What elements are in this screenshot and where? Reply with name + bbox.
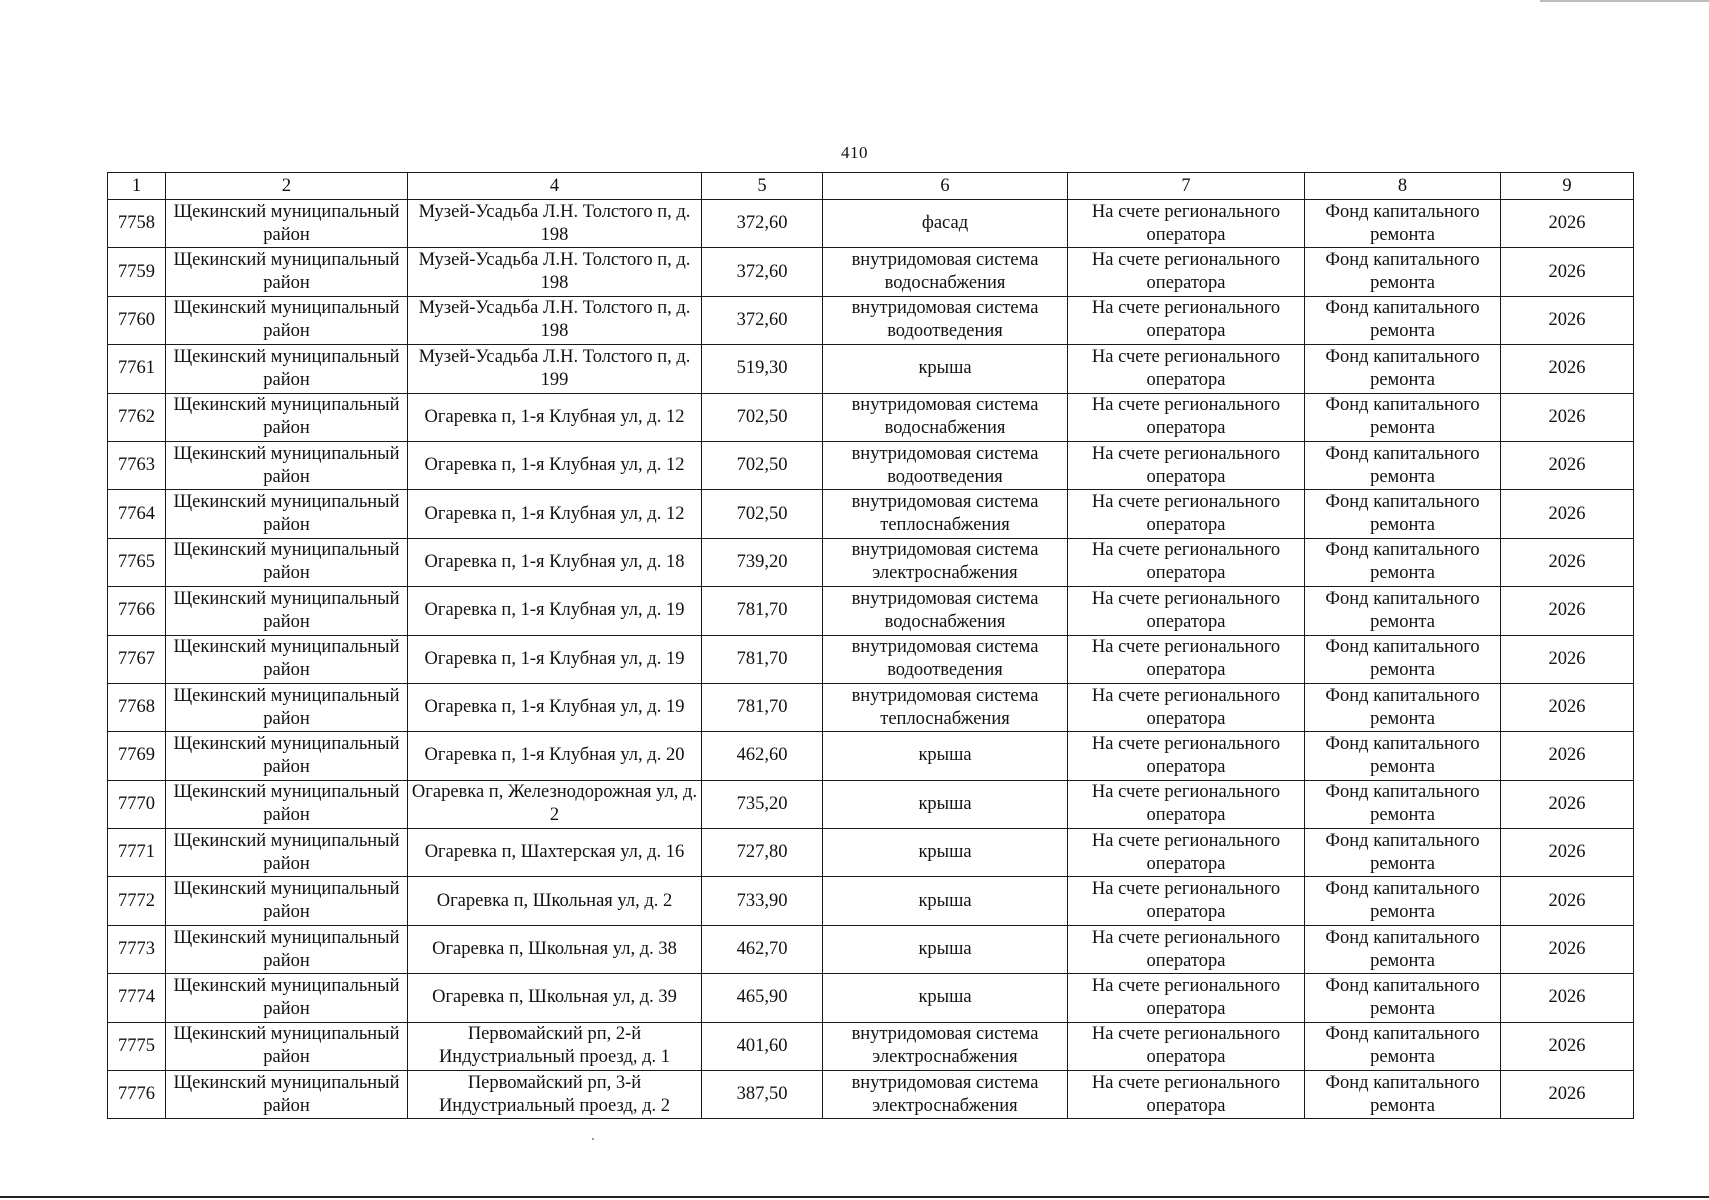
area-cell: 401,60 (702, 1022, 823, 1070)
funding-source-cell: Фонд капитального ремонта (1305, 1071, 1501, 1119)
address-cell: Музей-Усадьба Л.Н. Толстого п, д. 198 (408, 248, 702, 296)
funding-source-cell: Фонд капитального ремонта (1305, 925, 1501, 973)
header-col-9: 9 (1501, 173, 1634, 200)
district-cell: Щекинский муниципальный район (166, 490, 408, 538)
bottom-edge-line (0, 1196, 1709, 1198)
area-cell: 781,70 (702, 587, 823, 635)
page-number: 410 (841, 143, 868, 162)
work-type-cell: внутридомовая система водоотведения (823, 441, 1068, 489)
funding-source-cell: Фонд капитального ремонта (1305, 974, 1501, 1022)
address-cell: Огаревка п, Школьная ул, д. 38 (408, 925, 702, 973)
work-type-cell: внутридомовая система электроснабжения (823, 1071, 1068, 1119)
work-type-cell: внутридомовая система электроснабжения (823, 1022, 1068, 1070)
work-type-cell: крыша (823, 877, 1068, 925)
fund-account-cell: На счете регионального оператора (1068, 732, 1305, 780)
year-cell: 2026 (1501, 635, 1634, 683)
address-cell: Огаревка п, 1-я Клубная ул, д. 19 (408, 683, 702, 731)
district-cell: Щекинский муниципальный район (166, 1071, 408, 1119)
address-cell: Огаревка п, 1-я Клубная ул, д. 12 (408, 441, 702, 489)
area-cell: 727,80 (702, 829, 823, 877)
fund-account-cell: На счете регионального оператора (1068, 1071, 1305, 1119)
fund-account-cell: На счете регионального оператора (1068, 587, 1305, 635)
fund-account-cell: На счете регионального оператора (1068, 296, 1305, 344)
area-cell: 735,20 (702, 780, 823, 828)
year-cell: 2026 (1501, 248, 1634, 296)
district-cell: Щекинский муниципальный район (166, 393, 408, 441)
row-number-cell: 7758 (108, 200, 166, 248)
work-type-cell: внутридомовая система водоснабжения (823, 393, 1068, 441)
district-cell: Щекинский муниципальный район (166, 635, 408, 683)
header-col-8: 8 (1305, 173, 1501, 200)
address-cell: Музей-Усадьба Л.Н. Толстого п, д. 198 (408, 200, 702, 248)
district-cell: Щекинский муниципальный район (166, 877, 408, 925)
table-row (108, 925, 1634, 973)
funding-source-cell: Фонд капитального ремонта (1305, 490, 1501, 538)
area-cell: 372,60 (702, 200, 823, 248)
area-cell: 739,20 (702, 538, 823, 586)
work-type-cell: крыша (823, 974, 1068, 1022)
district-cell: Щекинский муниципальный район (166, 829, 408, 877)
row-number-cell: 7765 (108, 538, 166, 586)
table-row (108, 877, 1634, 925)
area-cell: 372,60 (702, 296, 823, 344)
fund-account-cell: На счете регионального оператора (1068, 345, 1305, 393)
area-cell: 781,70 (702, 683, 823, 731)
work-type-cell: внутридомовая система теплоснабжения (823, 490, 1068, 538)
table-row (108, 490, 1634, 538)
area-cell: 702,50 (702, 393, 823, 441)
funding-source-cell: Фонд капитального ремонта (1305, 683, 1501, 731)
year-cell: 2026 (1501, 490, 1634, 538)
address-cell: Первомайский рп, 2-й Индустриальный проезд, д. 1 (408, 1022, 702, 1070)
work-type-cell: внутридомовая система водоотведения (823, 635, 1068, 683)
year-cell: 2026 (1501, 538, 1634, 586)
fund-account-cell: На счете регионального оператора (1068, 974, 1305, 1022)
work-type-cell: фасад (823, 200, 1068, 248)
funding-source-cell: Фонд капитального ремонта (1305, 248, 1501, 296)
row-number-cell: 7766 (108, 587, 166, 635)
district-cell: Щекинский муниципальный район (166, 296, 408, 344)
district-cell: Щекинский муниципальный район (166, 248, 408, 296)
header-col-4: 4 (408, 173, 702, 200)
year-cell: 2026 (1501, 441, 1634, 489)
district-cell: Щекинский муниципальный район (166, 683, 408, 731)
year-cell: 2026 (1501, 877, 1634, 925)
address-cell: Огаревка п, 1-я Клубная ул, д. 18 (408, 538, 702, 586)
area-cell: 387,50 (702, 1071, 823, 1119)
table-row (108, 441, 1634, 489)
year-cell: 2026 (1501, 345, 1634, 393)
address-cell: Огаревка п, 1-я Клубная ул, д. 19 (408, 587, 702, 635)
row-number-cell: 7772 (108, 877, 166, 925)
year-cell: 2026 (1501, 732, 1634, 780)
area-cell: 462,70 (702, 925, 823, 973)
address-cell: Огаревка п, 1-я Клубная ул, д. 12 (408, 490, 702, 538)
funding-source-cell: Фонд капитального ремонта (1305, 829, 1501, 877)
year-cell: 2026 (1501, 1022, 1634, 1070)
year-cell: 2026 (1501, 780, 1634, 828)
table-row (108, 780, 1634, 828)
funding-source-cell: Фонд капитального ремонта (1305, 296, 1501, 344)
table-row (108, 635, 1634, 683)
year-cell: 2026 (1501, 683, 1634, 731)
row-number-cell: 7761 (108, 345, 166, 393)
district-cell: Щекинский муниципальный район (166, 441, 408, 489)
year-cell: 2026 (1501, 587, 1634, 635)
work-type-cell: крыша (823, 732, 1068, 780)
address-cell: Первомайский рп, 3-й Индустриальный проезд, д. 2 (408, 1071, 702, 1119)
funding-source-cell: Фонд капитального ремонта (1305, 877, 1501, 925)
repair-schedule-table (107, 172, 1634, 1119)
table-row (108, 296, 1634, 344)
fund-account-cell: На счете регионального оператора (1068, 538, 1305, 586)
fund-account-cell: На счете регионального оператора (1068, 490, 1305, 538)
address-cell: Огаревка п, 1-я Клубная ул, д. 19 (408, 635, 702, 683)
funding-source-cell: Фонд капитального ремонта (1305, 393, 1501, 441)
row-number-cell: 7759 (108, 248, 166, 296)
work-type-cell: крыша (823, 829, 1068, 877)
header-col-5: 5 (702, 173, 823, 200)
fund-account-cell: На счете регионального оператора (1068, 780, 1305, 828)
funding-source-cell: Фонд капитального ремонта (1305, 345, 1501, 393)
table-body (108, 200, 1634, 1119)
fund-account-cell: На счете регионального оператора (1068, 1022, 1305, 1070)
work-type-cell: внутридомовая система водоснабжения (823, 248, 1068, 296)
header-col-1: 1 (108, 173, 166, 200)
work-type-cell: внутридомовая система водоотведения (823, 296, 1068, 344)
table-row (108, 1022, 1634, 1070)
fund-account-cell: На счете регионального оператора (1068, 925, 1305, 973)
year-cell: 2026 (1501, 393, 1634, 441)
area-cell: 465,90 (702, 974, 823, 1022)
work-type-cell: крыша (823, 925, 1068, 973)
fund-account-cell: На счете регионального оператора (1068, 441, 1305, 489)
table-row (108, 732, 1634, 780)
row-number-cell: 7773 (108, 925, 166, 973)
fund-account-cell: На счете регионального оператора (1068, 393, 1305, 441)
table-header (108, 173, 1634, 200)
scan-speck (592, 1138, 594, 1140)
funding-source-cell: Фонд капитального ремонта (1305, 587, 1501, 635)
table-row (108, 200, 1634, 248)
area-cell: 372,60 (702, 248, 823, 296)
row-number-cell: 7767 (108, 635, 166, 683)
work-type-cell: внутридомовая система электроснабжения (823, 538, 1068, 586)
fund-account-cell: На счете регионального оператора (1068, 200, 1305, 248)
district-cell: Щекинский муниципальный район (166, 345, 408, 393)
district-cell: Щекинский муниципальный район (166, 732, 408, 780)
table-row (108, 248, 1634, 296)
fund-account-cell: На счете регионального оператора (1068, 877, 1305, 925)
address-cell: Огаревка п, Школьная ул, д. 39 (408, 974, 702, 1022)
district-cell: Щекинский муниципальный район (166, 587, 408, 635)
area-cell: 519,30 (702, 345, 823, 393)
fund-account-cell: На счете регионального оператора (1068, 248, 1305, 296)
header-col-6: 6 (823, 173, 1068, 200)
district-cell: Щекинский муниципальный район (166, 538, 408, 586)
row-number-cell: 7768 (108, 683, 166, 731)
funding-source-cell: Фонд капитального ремонта (1305, 200, 1501, 248)
table-row (108, 683, 1634, 731)
area-cell: 702,50 (702, 490, 823, 538)
fund-account-cell: На счете регионального оператора (1068, 635, 1305, 683)
area-cell: 702,50 (702, 441, 823, 489)
address-cell: Огаревка п, 1-я Клубная ул, д. 12 (408, 393, 702, 441)
address-cell: Огаревка п, Железнодорожная ул, д. 2 (408, 780, 702, 828)
funding-source-cell: Фонд капитального ремонта (1305, 1022, 1501, 1070)
fund-account-cell: На счете регионального оператора (1068, 829, 1305, 877)
year-cell: 2026 (1501, 974, 1634, 1022)
header-row (108, 173, 1634, 200)
table-row (108, 538, 1634, 586)
row-number-cell: 7762 (108, 393, 166, 441)
row-number-cell: 7776 (108, 1071, 166, 1119)
row-number-cell: 7760 (108, 296, 166, 344)
area-cell: 781,70 (702, 635, 823, 683)
year-cell: 2026 (1501, 296, 1634, 344)
scan-edge-line (1540, 0, 1709, 2)
funding-source-cell: Фонд капитального ремонта (1305, 780, 1501, 828)
row-number-cell: 7769 (108, 732, 166, 780)
district-cell: Щекинский муниципальный район (166, 780, 408, 828)
district-cell: Щекинский муниципальный район (166, 200, 408, 248)
funding-source-cell: Фонд капитального ремонта (1305, 441, 1501, 489)
funding-source-cell: Фонд капитального ремонта (1305, 732, 1501, 780)
work-type-cell: внутридомовая система теплоснабжения (823, 683, 1068, 731)
year-cell: 2026 (1501, 829, 1634, 877)
district-cell: Щекинский муниципальный район (166, 974, 408, 1022)
funding-source-cell: Фонд капитального ремонта (1305, 538, 1501, 586)
table-row (108, 1071, 1634, 1119)
work-type-cell: крыша (823, 780, 1068, 828)
fund-account-cell: На счете регионального оператора (1068, 683, 1305, 731)
district-cell: Щекинский муниципальный район (166, 1022, 408, 1070)
address-cell: Музей-Усадьба Л.Н. Толстого п, д. 198 (408, 296, 702, 344)
year-cell: 2026 (1501, 200, 1634, 248)
row-number-cell: 7774 (108, 974, 166, 1022)
district-cell: Щекинский муниципальный район (166, 925, 408, 973)
row-number-cell: 7763 (108, 441, 166, 489)
row-number-cell: 7771 (108, 829, 166, 877)
year-cell: 2026 (1501, 1071, 1634, 1119)
area-cell: 462,60 (702, 732, 823, 780)
work-type-cell: крыша (823, 345, 1068, 393)
table-row (108, 974, 1634, 1022)
header-col-7: 7 (1068, 173, 1305, 200)
row-number-cell: 7770 (108, 780, 166, 828)
table-row (108, 829, 1634, 877)
row-number-cell: 7775 (108, 1022, 166, 1070)
address-cell: Огаревка п, Шахтерская ул, д. 16 (408, 829, 702, 877)
year-cell: 2026 (1501, 925, 1634, 973)
header-col-2: 2 (166, 173, 408, 200)
address-cell: Огаревка п, Школьная ул, д. 2 (408, 877, 702, 925)
table-row (108, 393, 1634, 441)
address-cell: Музей-Усадьба Л.Н. Толстого п, д. 199 (408, 345, 702, 393)
table-row (108, 345, 1634, 393)
funding-source-cell: Фонд капитального ремонта (1305, 635, 1501, 683)
row-number-cell: 7764 (108, 490, 166, 538)
work-type-cell: внутридомовая система водоснабжения (823, 587, 1068, 635)
area-cell: 733,90 (702, 877, 823, 925)
address-cell: Огаревка п, 1-я Клубная ул, д. 20 (408, 732, 702, 780)
table-row (108, 587, 1634, 635)
